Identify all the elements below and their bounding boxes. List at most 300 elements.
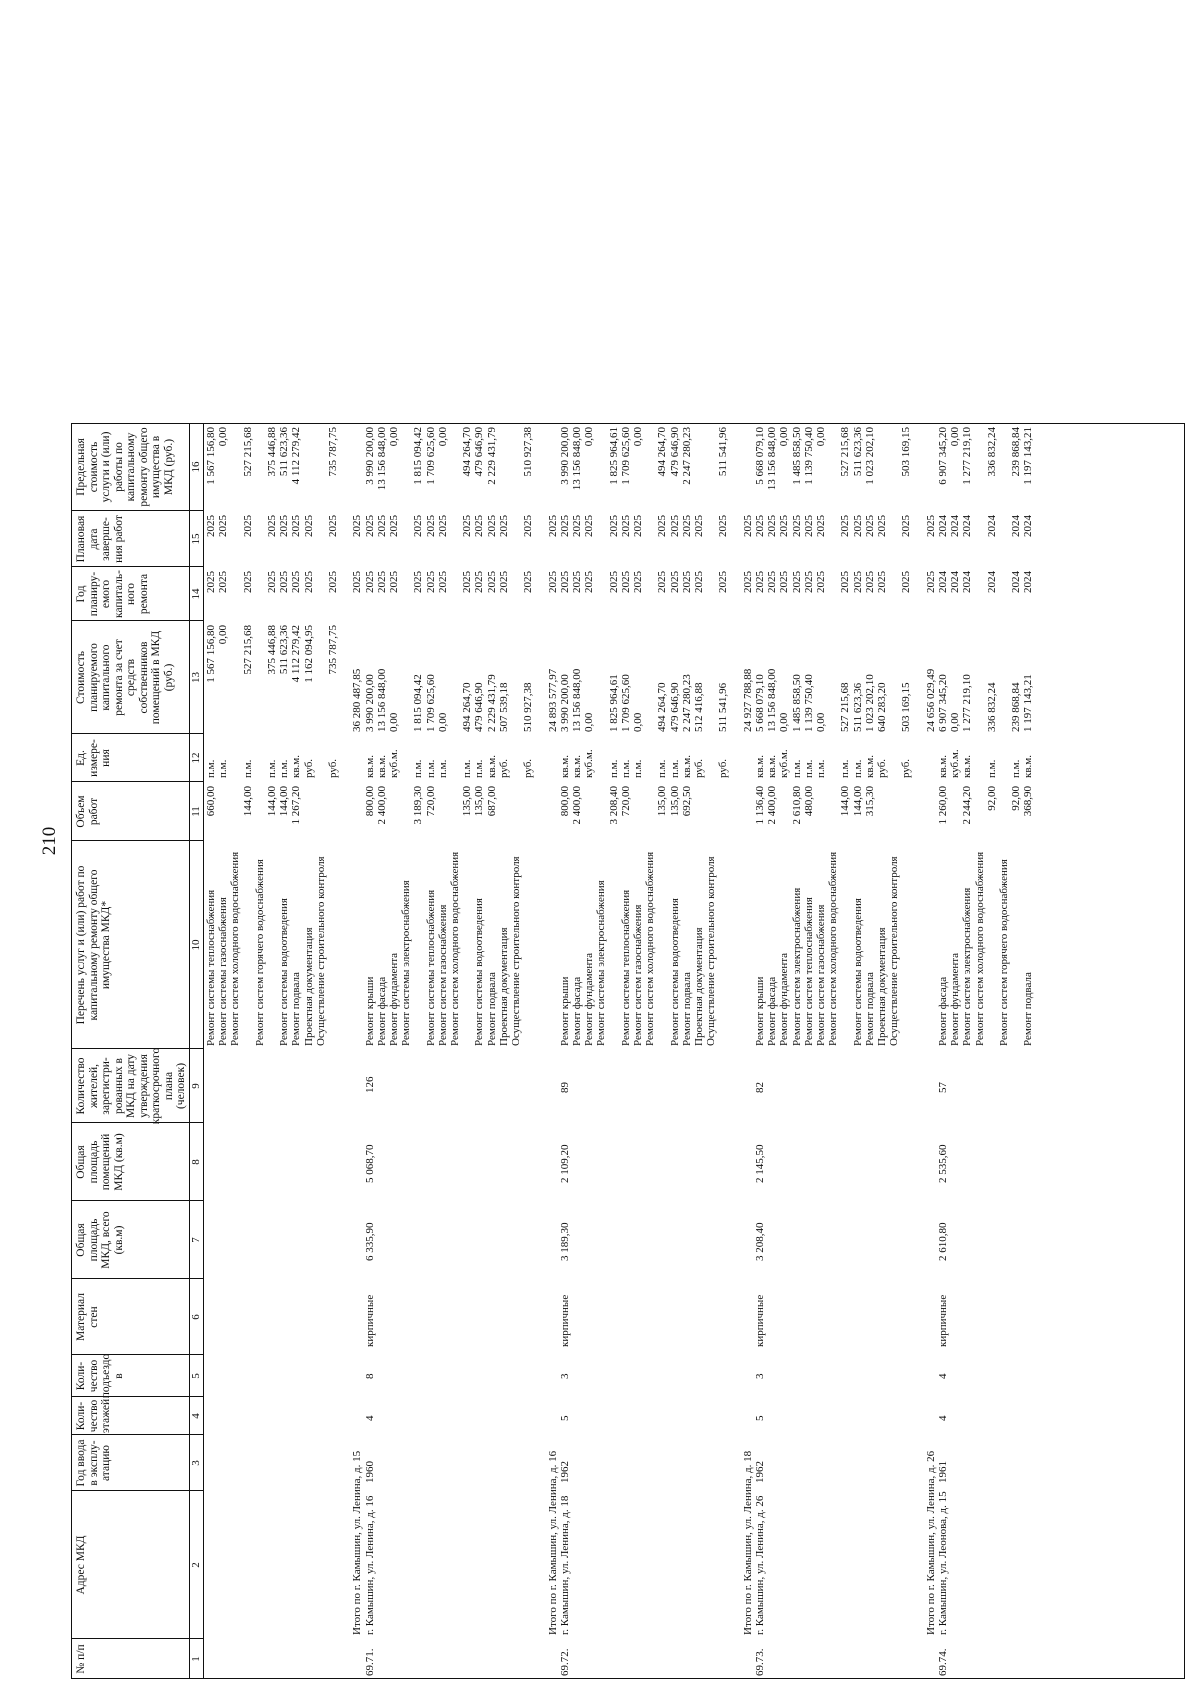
work-cost: 0,00 xyxy=(632,712,644,732)
work-unit: куб.м. xyxy=(949,749,962,778)
work-unit: кв.м. xyxy=(485,755,498,778)
work-unit: кв.м. xyxy=(375,755,388,778)
work-unit: куб.м. xyxy=(388,749,400,778)
entrances: 3 xyxy=(754,1373,766,1379)
work-volume: 144,00 xyxy=(839,786,852,817)
work-unit: п.м. xyxy=(461,759,474,778)
wall-material: кирпичные xyxy=(937,1294,949,1347)
work-plan-date: 2024 xyxy=(949,515,962,537)
wall-material: кирпичные xyxy=(558,1294,571,1347)
work-plan-date: 2025 xyxy=(412,515,425,537)
row-number: 69.74. xyxy=(937,1648,949,1676)
area-rooms: 2 109,20 xyxy=(558,1144,571,1183)
work-name: Ремонт систем газоснабжения xyxy=(436,904,449,1046)
work-volume: 2 400,00 xyxy=(766,786,779,825)
work-unit: п.м. xyxy=(217,759,230,778)
work-name: Ремонт фасада xyxy=(937,976,949,1046)
work-plan-date: 2025 xyxy=(802,515,815,537)
column-header xyxy=(75,1281,185,1353)
work-plan-date: 2025 xyxy=(290,515,303,537)
work-plan-date: 2025 xyxy=(851,515,864,537)
work-unit: руб. xyxy=(302,758,315,778)
work-name: Ремонт фундамента xyxy=(388,952,400,1046)
work-limit-cost: 1 139 750,40 xyxy=(802,427,815,485)
work-volume: 368,90 xyxy=(1022,786,1035,817)
work-volume: 2 400,00 xyxy=(571,786,583,825)
work-plan-date: 2025 xyxy=(424,515,437,537)
work-year: 2025 xyxy=(461,571,474,593)
work-limit-cost: 13 156 848,00 xyxy=(375,427,388,491)
column-number: 6 xyxy=(190,1314,202,1320)
work-unit: кв.м. xyxy=(680,755,693,778)
total-label: Итого по г. Камышин, ул. Ленина, д. 18 xyxy=(741,1450,754,1635)
work-year: 2025 xyxy=(424,571,437,593)
work-unit: п.м. xyxy=(790,759,803,778)
column-number: 3 xyxy=(190,1460,202,1466)
work-name: Осуществление строительного контроля xyxy=(888,856,901,1046)
column-number: 4 xyxy=(190,1413,202,1419)
work-name: Ремонт фасада xyxy=(571,976,583,1046)
work-limit-cost: 375 446,88 xyxy=(266,427,278,477)
work-name: Ремонт крыши xyxy=(754,976,766,1046)
work-plan-date: 2025 xyxy=(900,515,913,537)
work-plan-date: 2025 xyxy=(485,515,498,537)
entrances: 4 xyxy=(937,1373,949,1379)
work-limit-cost: 1 709 625,60 xyxy=(424,427,437,485)
column-number: 7 xyxy=(190,1237,202,1243)
work-year: 2024 xyxy=(1010,571,1023,593)
residents: 82 xyxy=(754,1082,766,1093)
work-limit-cost: 13 156 848,00 xyxy=(571,427,583,491)
work-name: Ремонт крыши xyxy=(363,976,376,1046)
work-unit: куб.м. xyxy=(778,749,791,778)
year-built: 1960 xyxy=(363,1461,376,1483)
work-cost: 1 162 094,95 xyxy=(302,625,315,683)
work-volume: 2 610,80 xyxy=(790,786,803,825)
work-year: 2025 xyxy=(412,571,425,593)
work-cost: 0,00 xyxy=(815,712,827,732)
work-name: Осуществление строительного контроля xyxy=(510,856,522,1046)
column-header-text: Коли-чество этажей xyxy=(75,1398,112,1434)
work-cost: 1 825 964,61 xyxy=(607,674,620,732)
work-volume: 3 208,40 xyxy=(607,786,620,825)
work-plan-date: 2025 xyxy=(205,515,217,537)
work-plan-date: 2025 xyxy=(619,515,632,537)
work-cost: 1 567 156,80 xyxy=(205,625,217,683)
work-plan-date: 2025 xyxy=(778,515,791,537)
work-limit-cost: 1 825 964,61 xyxy=(607,427,620,485)
work-cost: 1 277 219,10 xyxy=(961,674,974,732)
work-year: 2025 xyxy=(778,571,791,593)
work-unit: руб. xyxy=(717,758,730,778)
work-limit-cost: 0,00 xyxy=(388,427,400,447)
column-header-text: Год ввода в эксплу-атацию xyxy=(75,1439,112,1487)
work-cost: 4 112 279,42 xyxy=(290,625,303,683)
row-divider xyxy=(203,423,204,1679)
work-cost: 3 990 200,00 xyxy=(558,674,571,732)
work-cost: 239 868,84 xyxy=(1010,682,1023,732)
work-plan-date: 2025 xyxy=(363,515,376,537)
work-volume: 692,50 xyxy=(680,786,693,817)
work-limit-cost: 0,00 xyxy=(778,427,791,447)
work-cost: 375 446,88 xyxy=(266,625,278,675)
work-cost: 0,00 xyxy=(388,712,400,732)
work-unit: п.м. xyxy=(607,759,620,778)
work-volume: 800,00 xyxy=(558,786,571,817)
work-limit-cost: 1 023 202,10 xyxy=(863,427,876,485)
work-unit: кв.м. xyxy=(863,755,876,778)
work-name: Ремонт подвала xyxy=(485,972,498,1046)
work-year: 2025 xyxy=(436,571,449,593)
work-unit: руб. xyxy=(693,758,705,778)
total-plan: 2025 xyxy=(351,515,364,537)
work-plan-date: 2025 xyxy=(571,515,583,537)
work-year: 2025 xyxy=(363,571,376,593)
work-unit: п.м. xyxy=(851,759,864,778)
work-year: 2024 xyxy=(961,571,974,593)
column-header xyxy=(75,784,185,839)
work-plan-date: 2024 xyxy=(1010,515,1023,537)
column-number: 13 xyxy=(190,672,202,683)
column-header-text: Адрес МКД xyxy=(75,1535,87,1595)
work-name: Проектная документация xyxy=(693,927,705,1046)
work-name: Ремонт систем холодного водоснабжения xyxy=(827,851,840,1046)
work-limit-cost: 0,00 xyxy=(949,427,962,447)
work-cost: 511 623,36 xyxy=(278,625,291,675)
work-year: 2025 xyxy=(375,571,388,593)
work-year: 2025 xyxy=(522,571,535,593)
work-limit-cost: 0,00 xyxy=(815,427,827,447)
total-label: Итого по г. Камышин, ул. Ленина, д. 26 xyxy=(924,1450,937,1635)
work-year: 2025 xyxy=(266,571,278,593)
work-plan-date: 2025 xyxy=(522,515,535,537)
work-name: Ремонт систем электроснабжения xyxy=(961,887,974,1046)
work-volume: 92,00 xyxy=(985,786,998,811)
work-year: 2024 xyxy=(937,571,949,593)
work-plan-date: 2025 xyxy=(241,515,254,537)
work-unit: кв.м. xyxy=(1022,755,1035,778)
total-plan: 2025 xyxy=(741,515,754,537)
residents: 57 xyxy=(937,1082,949,1093)
work-name: Ремонт подвала xyxy=(863,972,876,1046)
work-cost: 1 197 143,21 xyxy=(1022,674,1035,732)
work-plan-date: 2025 xyxy=(375,515,388,537)
work-cost: 503 169,15 xyxy=(900,682,913,732)
column-header-text: Предельная стоимость услуги и (или) работы по капитальному ремонту общего имущества в МКД (руб.) xyxy=(75,427,175,507)
document-table xyxy=(71,33,1185,1679)
work-year: 2025 xyxy=(327,571,339,593)
total-year: 2025 xyxy=(351,571,364,593)
work-year: 2025 xyxy=(497,571,510,593)
address: г. Камышин, ул. Леонова, д. 15 xyxy=(937,1491,949,1635)
work-volume: 144,00 xyxy=(278,786,291,817)
column-header-text: № п/п xyxy=(75,1644,87,1674)
work-name: Ремонт системы газоснабжения xyxy=(217,897,230,1046)
column-header xyxy=(75,1641,185,1677)
work-year: 2025 xyxy=(815,571,827,593)
work-cost: 479 646,90 xyxy=(668,682,681,732)
work-plan-date: 2025 xyxy=(680,515,693,537)
row-number: 69.73. xyxy=(754,1648,766,1676)
work-name: Ремонт системы электроснабжения xyxy=(400,880,413,1046)
column-header xyxy=(75,569,185,619)
work-year: 2025 xyxy=(802,571,815,593)
work-year: 2025 xyxy=(900,571,913,593)
work-plan-date: 2025 xyxy=(388,515,400,537)
work-unit: кв.м. xyxy=(766,755,779,778)
total-year: 2025 xyxy=(546,571,559,593)
work-cost: 336 832,24 xyxy=(985,682,998,732)
work-plan-date: 2025 xyxy=(876,515,888,537)
work-cost: 0,00 xyxy=(217,625,230,645)
work-limit-cost: 511 623,36 xyxy=(851,427,864,477)
work-unit: руб. xyxy=(522,758,535,778)
work-cost: 1 709 625,60 xyxy=(619,674,632,732)
wall-material: кирпичные xyxy=(363,1294,376,1347)
work-cost: 13 156 848,00 xyxy=(571,668,583,732)
work-year: 2024 xyxy=(1022,571,1035,593)
work-limit-cost: 0,00 xyxy=(436,427,449,447)
column-header xyxy=(75,513,185,565)
work-plan-date: 2025 xyxy=(558,515,571,537)
work-limit-cost: 1 485 858,50 xyxy=(790,427,803,485)
work-limit-cost: 6 907 345,20 xyxy=(937,427,949,485)
work-plan-date: 2024 xyxy=(961,515,974,537)
work-unit: п.м. xyxy=(815,759,827,778)
total-cost: 24 656 029,49 xyxy=(924,668,937,732)
work-year: 2025 xyxy=(851,571,864,593)
work-limit-cost: 1 709 625,60 xyxy=(619,427,632,485)
column-divider xyxy=(71,620,203,621)
work-limit-cost: 494 264,70 xyxy=(461,427,474,477)
address: г. Камышин, ул. Ленина, д. 26 xyxy=(754,1495,766,1635)
work-cost: 640 283,20 xyxy=(876,682,888,732)
work-year: 2025 xyxy=(241,571,254,593)
work-cost: 512 416,88 xyxy=(693,682,705,732)
work-limit-cost: 2 229 431,79 xyxy=(485,427,498,485)
address: г. Камышин, ул. Ленина, д. 18 xyxy=(558,1495,571,1635)
work-cost: 13 156 848,00 xyxy=(375,668,388,732)
floors: 5 xyxy=(558,1415,571,1421)
work-year: 2025 xyxy=(290,571,303,593)
work-plan-date: 2024 xyxy=(937,515,949,537)
work-limit-cost: 1 815 094,42 xyxy=(412,427,425,485)
work-year: 2024 xyxy=(985,571,998,593)
floors: 5 xyxy=(754,1415,766,1421)
column-divider xyxy=(71,510,203,511)
work-unit: кв.м. xyxy=(571,755,583,778)
work-plan-date: 2025 xyxy=(278,515,291,537)
work-year: 2025 xyxy=(632,571,644,593)
work-plan-date: 2025 xyxy=(717,515,730,537)
total-plan: 2025 xyxy=(546,515,559,537)
column-number: 10 xyxy=(190,939,202,951)
column-header-text: Общая площадь МКД, всего (кв.м) xyxy=(75,1211,125,1269)
row-number: 69.72. xyxy=(558,1648,571,1676)
work-unit: п.м. xyxy=(473,759,486,778)
work-unit: п.м. xyxy=(412,759,425,778)
work-plan-date: 2025 xyxy=(632,515,644,537)
work-unit: кв.м. xyxy=(558,755,571,778)
column-header xyxy=(75,1437,185,1489)
work-plan-date: 2025 xyxy=(473,515,486,537)
work-name: Ремонт фасада xyxy=(766,976,779,1046)
work-year: 2025 xyxy=(839,571,852,593)
work-unit: руб. xyxy=(900,758,913,778)
work-unit: кв.м. xyxy=(961,755,974,778)
work-plan-date: 2025 xyxy=(656,515,669,537)
work-volume: 315,30 xyxy=(863,786,876,817)
work-cost: 511 623,36 xyxy=(851,682,864,732)
column-header xyxy=(75,736,185,780)
work-name: Ремонт системы водоотведения xyxy=(851,898,864,1046)
work-name: Ремонт системы теплоснабжения xyxy=(424,889,437,1046)
work-unit: кв.м. xyxy=(754,755,766,778)
work-limit-cost: 494 264,70 xyxy=(656,427,669,477)
work-plan-date: 2025 xyxy=(693,515,705,537)
column-number: 16 xyxy=(190,461,202,473)
work-plan-date: 2025 xyxy=(327,515,339,537)
work-plan-date: 2025 xyxy=(461,515,474,537)
column-divider xyxy=(71,1638,203,1639)
entrances: 3 xyxy=(558,1373,571,1379)
work-name: Ремонт систем горячего водоснабжения xyxy=(998,859,1010,1046)
work-year: 2025 xyxy=(656,571,669,593)
work-name: Осуществление строительного контроля xyxy=(705,856,718,1046)
column-divider xyxy=(71,1490,203,1491)
work-year: 2025 xyxy=(583,571,596,593)
work-name: Ремонт крыши xyxy=(558,976,571,1046)
column-divider xyxy=(71,1434,203,1435)
work-year: 2025 xyxy=(205,571,217,593)
work-name: Ремонт системы водоотведения xyxy=(278,898,291,1046)
work-unit: п.м. xyxy=(1010,759,1023,778)
address: г. Камышин, ул. Ленина, д. 16 xyxy=(363,1495,376,1635)
work-name: Ремонт фундамента xyxy=(583,952,596,1046)
work-unit: п.м. xyxy=(436,759,449,778)
work-volume: 720,00 xyxy=(619,786,632,817)
work-plan-date: 2025 xyxy=(668,515,681,537)
column-number: 11 xyxy=(190,806,202,817)
work-cost: 0,00 xyxy=(778,712,791,732)
column-header xyxy=(75,425,185,509)
work-volume: 480,00 xyxy=(802,786,815,817)
work-volume: 660,00 xyxy=(205,786,217,817)
total-cost: 24 927 788,88 xyxy=(741,668,754,732)
work-name: Проектная документация xyxy=(876,927,888,1046)
work-unit: руб. xyxy=(876,758,888,778)
work-name: Ремонт фасада xyxy=(375,976,388,1046)
work-limit-cost: 239 868,84 xyxy=(1010,427,1023,477)
column-divider xyxy=(71,733,203,734)
column-header-text: Ед. измере-ния xyxy=(75,739,112,777)
work-cost: 494 264,70 xyxy=(461,682,474,732)
work-volume: 144,00 xyxy=(851,786,864,817)
work-unit: руб. xyxy=(497,758,510,778)
column-header xyxy=(75,1047,187,1125)
work-unit: кв.м. xyxy=(290,755,303,778)
work-plan-date: 2025 xyxy=(266,515,278,537)
work-cost: 527 215,68 xyxy=(241,625,254,675)
work-unit: п.м. xyxy=(839,759,852,778)
work-year: 2025 xyxy=(278,571,291,593)
work-limit-cost: 4 112 279,42 xyxy=(290,427,303,485)
work-volume: 3 189,30 xyxy=(412,786,425,825)
work-name: Ремонт систем горячего водоснабжения xyxy=(253,859,266,1046)
work-plan-date: 2025 xyxy=(815,515,827,537)
work-limit-cost: 0,00 xyxy=(217,427,230,447)
work-year: 2025 xyxy=(607,571,620,593)
work-limit-cost: 735 787,75 xyxy=(327,427,339,477)
work-plan-date: 2025 xyxy=(754,515,766,537)
work-volume: 720,00 xyxy=(424,786,437,817)
column-header-text: Перечень услуг и (или) работ по капитальному ремонту общего имущества МКД* xyxy=(75,865,112,1025)
work-name: Ремонт подвала xyxy=(290,972,303,1046)
work-name: Ремонт систем холодного водоснабжения xyxy=(973,851,986,1046)
work-cost: 1 485 858,50 xyxy=(790,674,803,732)
work-year: 2025 xyxy=(388,571,400,593)
work-unit: п.м. xyxy=(278,759,291,778)
work-year: 2025 xyxy=(302,571,315,593)
work-year: 2025 xyxy=(863,571,876,593)
work-name: Ремонт подвала xyxy=(1022,972,1035,1046)
work-year: 2025 xyxy=(473,571,486,593)
year-built: 1961 xyxy=(937,1461,949,1483)
work-unit: кв.м. xyxy=(937,755,949,778)
work-cost: 507 539,18 xyxy=(497,682,510,732)
work-volume: 92,00 xyxy=(1010,786,1023,811)
work-unit: п.м. xyxy=(619,759,632,778)
total-label: Итого по г. Камышин, ул. Ленина, д. 15 xyxy=(351,1450,364,1635)
total-cost: 24 893 577,97 xyxy=(546,668,559,732)
column-header-text: Стоимость планируемого капитального ремонта за счет средств собственников помещений в МКД (руб.) xyxy=(75,630,175,725)
work-limit-cost: 503 169,15 xyxy=(900,427,913,477)
work-limit-cost: 1 277 219,10 xyxy=(961,427,974,485)
work-plan-date: 2025 xyxy=(497,515,510,537)
column-number: 15 xyxy=(190,533,202,545)
work-cost: 2 247 280,23 xyxy=(680,674,693,732)
work-cost: 527 215,68 xyxy=(839,682,852,732)
work-unit: п.м. xyxy=(205,759,217,778)
entrances: 8 xyxy=(363,1373,376,1379)
column-header-text: Год планиру-емого капиталь-ного ремонта xyxy=(75,570,150,618)
work-year: 2025 xyxy=(717,571,730,593)
work-name: Ремонт системы водоотведения xyxy=(473,898,486,1046)
total-plan: 2025 xyxy=(924,515,937,537)
work-cost: 0,00 xyxy=(583,712,596,732)
work-unit: кв.м. xyxy=(363,755,376,778)
work-plan-date: 2025 xyxy=(839,515,852,537)
work-cost: 6 907 345,20 xyxy=(937,674,949,732)
floors: 4 xyxy=(363,1415,376,1421)
work-cost: 1 139 750,40 xyxy=(802,674,815,732)
work-unit: п.м. xyxy=(656,759,669,778)
work-name: Ремонт системы электроснабжения xyxy=(595,880,608,1046)
work-year: 2025 xyxy=(754,571,766,593)
work-year: 2025 xyxy=(668,571,681,593)
year-built: 1962 xyxy=(558,1461,571,1483)
work-plan-date: 2025 xyxy=(863,515,876,537)
work-year: 2025 xyxy=(680,571,693,593)
floors: 4 xyxy=(937,1415,949,1421)
column-number: 5 xyxy=(190,1373,202,1379)
work-limit-cost: 511 623,36 xyxy=(278,427,291,477)
column-number: 14 xyxy=(190,588,202,600)
work-cost: 3 990 200,00 xyxy=(363,674,376,732)
work-name: Ремонт системы водоотведения xyxy=(668,898,681,1046)
work-name: Ремонт систем газоснабжения xyxy=(632,904,644,1046)
work-limit-cost: 1 567 156,80 xyxy=(205,427,217,485)
